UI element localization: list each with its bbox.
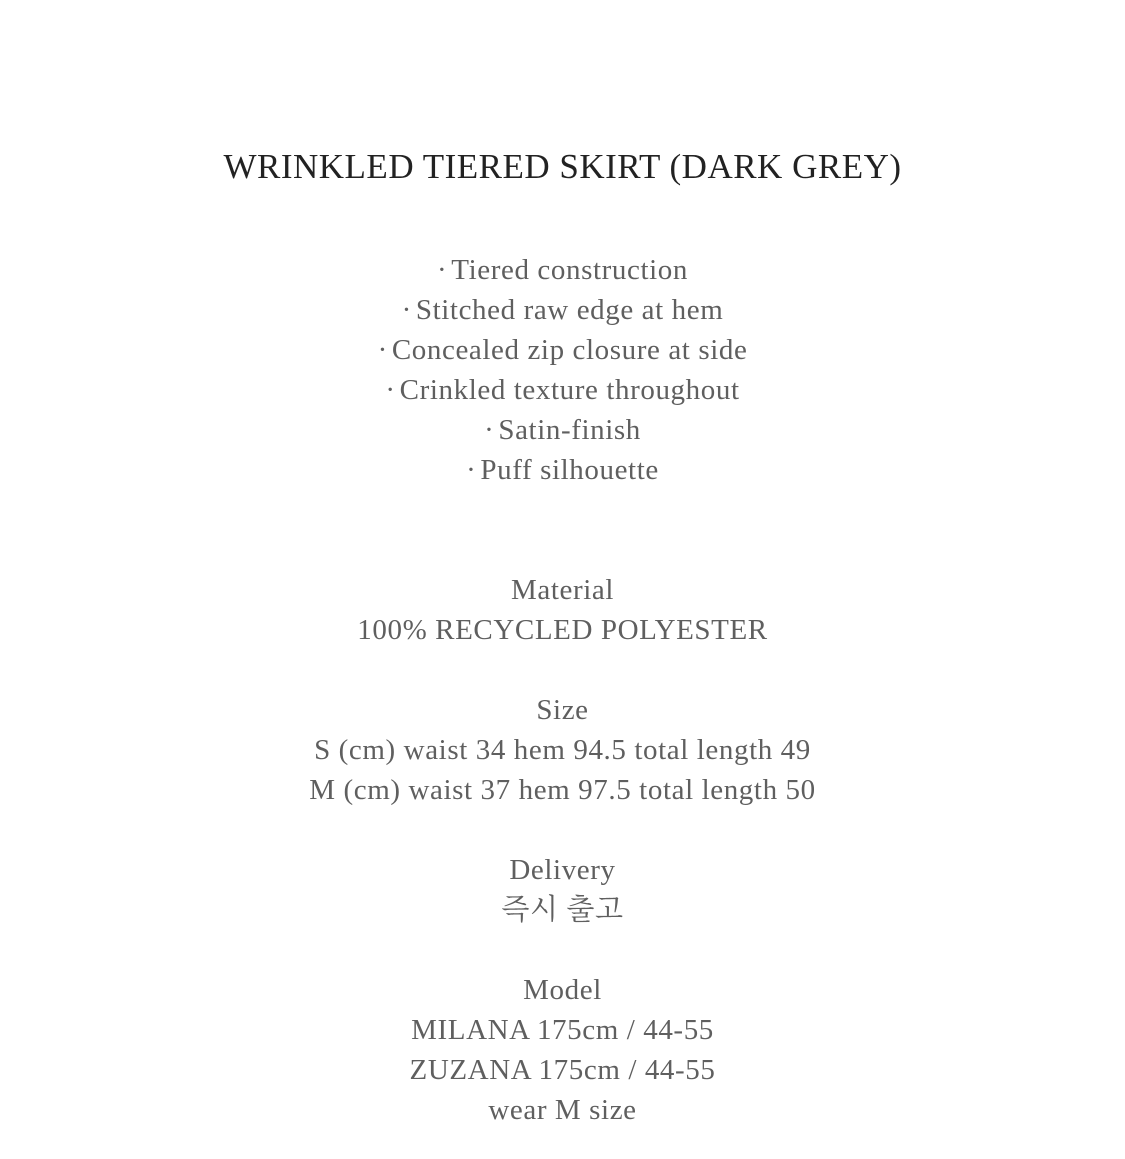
bullet-dot: ·: [484, 414, 495, 446]
size-row-m: M (cm) waist 37 hem 97.5 total length 50: [309, 774, 816, 806]
feature-item: [0, 370, 1125, 410]
model-section: [0, 970, 1125, 1130]
bullet-dot: ·: [466, 454, 477, 486]
material-value: 100% RECYCLED POLYESTER: [357, 614, 768, 646]
model-heading: Model: [523, 974, 602, 1006]
feature-item: [0, 290, 1125, 330]
feature-text: Satin-finish: [498, 414, 641, 446]
bullet-dot: ·: [377, 334, 388, 366]
bullet-dot: ·: [385, 374, 396, 406]
material-heading: Material: [510, 574, 615, 606]
size-heading: Size: [536, 694, 589, 726]
size-section: [0, 690, 1125, 810]
feature-text: Crinkled texture throughout: [399, 374, 740, 406]
feature-list: [0, 250, 1125, 490]
bullet-dot: ·: [437, 254, 448, 286]
feature-item: [0, 330, 1125, 370]
size-row-s: S (cm) waist 34 hem 94.5 total length 49: [314, 734, 811, 766]
delivery-value: 즉시 출고: [501, 894, 624, 926]
model-row: ZUZANA 175cm / 44-55: [409, 1054, 716, 1086]
feature-item: [0, 250, 1125, 290]
feature-text: Tiered construction: [451, 254, 688, 286]
model-wear-size: wear M size: [488, 1094, 637, 1126]
material-section: [0, 570, 1125, 650]
delivery-heading: Delivery: [509, 854, 616, 886]
feature-item: [0, 450, 1125, 490]
delivery-section: [0, 850, 1125, 930]
feature-text: Stitched raw edge at hem: [415, 294, 724, 326]
feature-text: Concealed zip closure at side: [391, 334, 748, 366]
model-row: MILANA 175cm / 44-55: [411, 1014, 714, 1046]
feature-item: [0, 410, 1125, 450]
bullet-dot: ·: [401, 294, 412, 326]
feature-text: Puff silhouette: [480, 454, 659, 486]
product-title: WRINKLED TIERED SKIRT (DARK GREY): [223, 147, 902, 186]
